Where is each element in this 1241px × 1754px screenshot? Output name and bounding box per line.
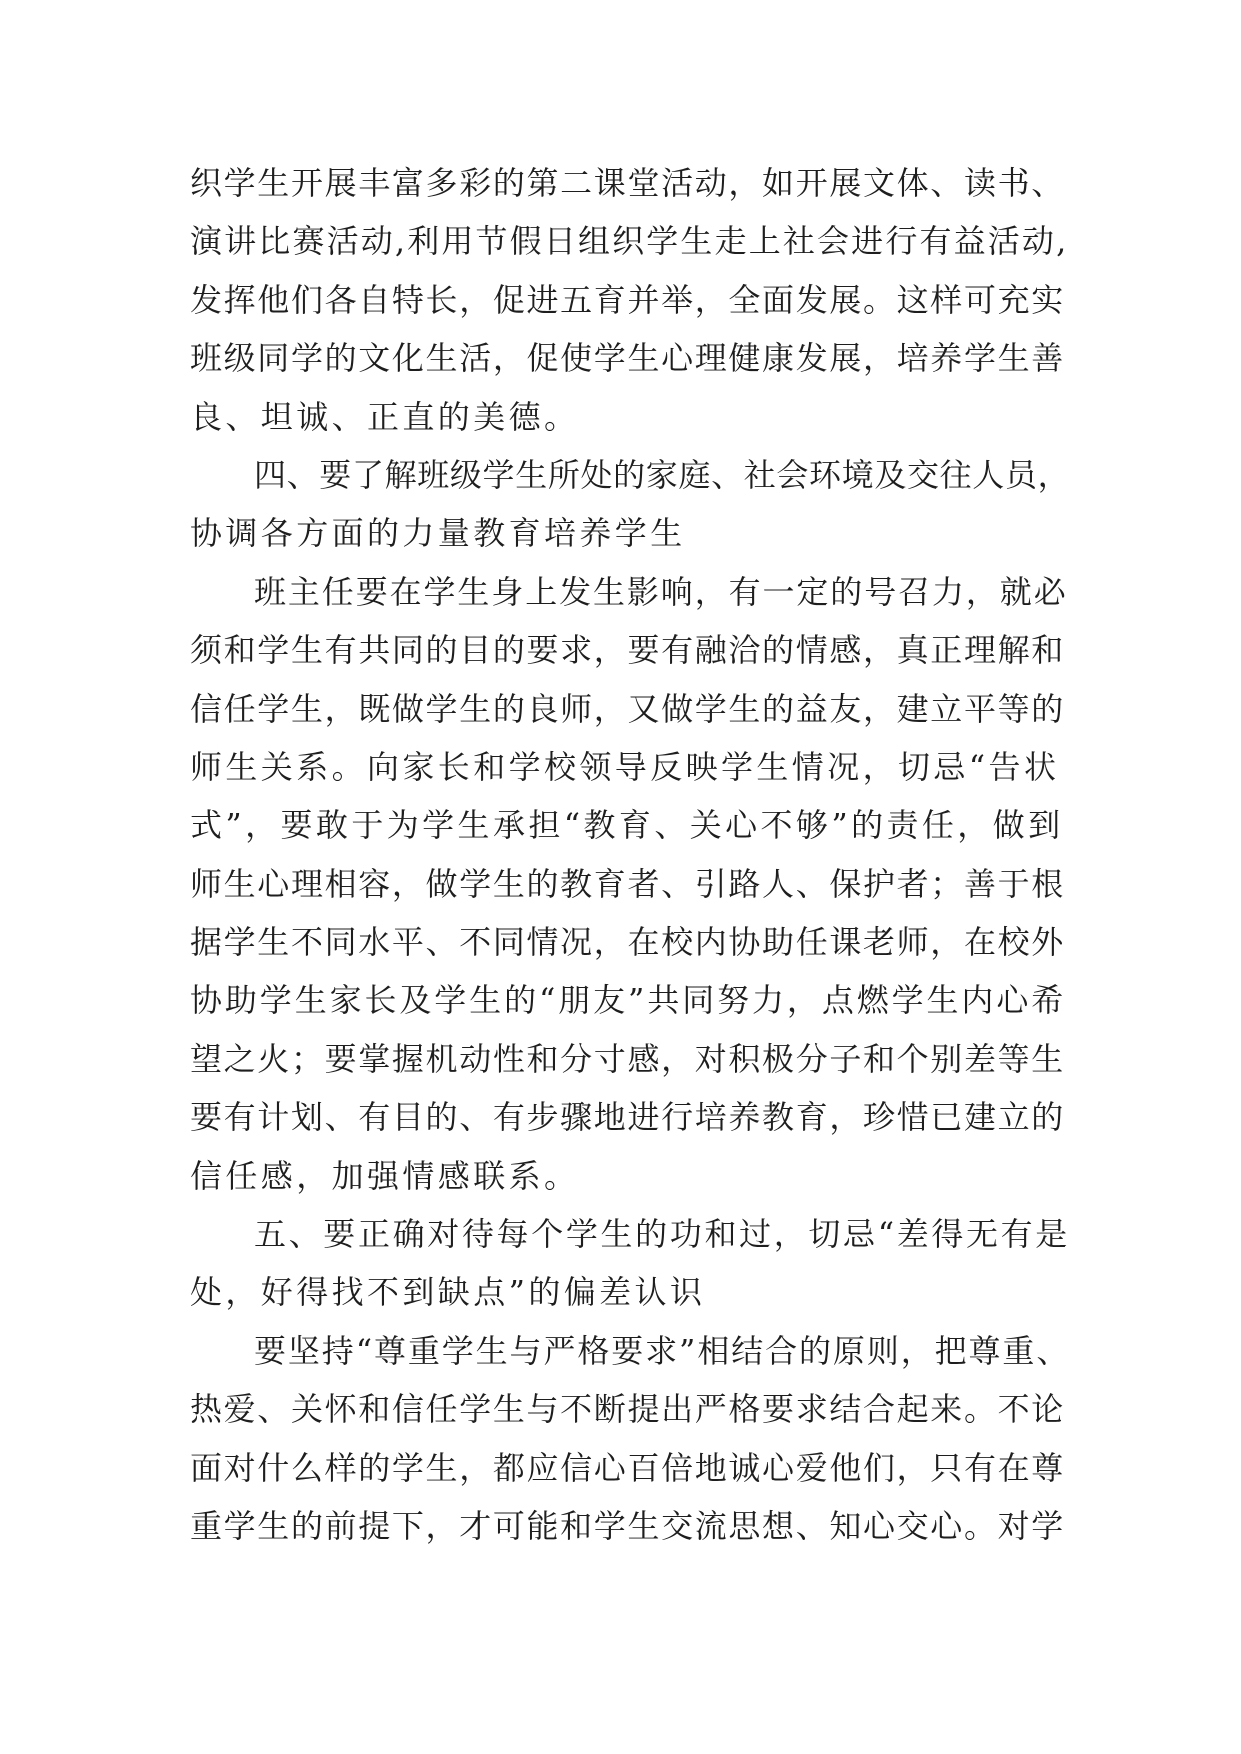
text-line: 演讲比赛活动,利用节假日组织学生走上社会进行有益活动, <box>190 222 1069 261</box>
text-line: 须和学生有共同的目的要求，要有融洽的情感，真正理解和 <box>190 631 1065 670</box>
text-line: 师生关系。向家长和学校领导反映学生情况，切忌“告状 <box>190 747 1060 786</box>
document-body <box>190 154 1070 1555</box>
paragraph-start: 班主任要在学生身上发生影响，有一定的号召力，就必 <box>254 572 1068 611</box>
text-line: 织学生开展丰富多彩的第二课堂活动，如开展文体、读书、 <box>190 164 1065 202</box>
text-line: 师生心理相容，做学生的教育者、引路人、保护者；善于根 <box>190 864 1065 903</box>
section-heading-5: 五、要正确对待每个学生的功和过，切忌“差得无有是 <box>254 1215 1070 1254</box>
text-line: 协助学生家长及学生的“朋友”共同努力，点燃学生内心希 <box>190 981 1067 1020</box>
text-line: 信任学生，既做学生的良师，又做学生的益友，建立平等的 <box>190 689 1065 728</box>
section-heading-4: 四、要了解班级学生所处的家庭、社会环境及交往人员， <box>254 455 1071 494</box>
paragraph-start: 要坚持“尊重学生与严格要求”相结合的原则，把尊重、 <box>254 1331 1071 1370</box>
text-line: 良、坦诚、正直的美德。 <box>190 397 580 436</box>
text-line: 望之火；要掌握机动性和分寸感，对积极分子和个别差等生 <box>190 1039 1065 1078</box>
text-line: 信任感，加强情感联系。 <box>190 1156 580 1195</box>
text-line: 据学生不同水平、不同情况，在校内协助任课老师，在校外 <box>190 923 1065 962</box>
section-heading-4-cont: 协调各方面的力量教育培养学生 <box>190 514 686 553</box>
text-line: 热爱、关怀和信任学生与不断提出严格要求结合起来。不论 <box>190 1390 1065 1429</box>
text-line: 式”，要敢于为学生承担“教育、关心不够”的责任，做到 <box>190 806 1064 845</box>
text-line: 班级同学的文化生活，促使学生心理健康发展，培养学生善 <box>190 339 1065 378</box>
text-line: 发挥他们各自特长，促进五育并举，全面发展。这样可充实 <box>190 280 1065 319</box>
text-line: 重学生的前提下，才可能和学生交流思想、知心交心。对学 <box>190 1506 1065 1545</box>
text-line: 面对什么样的学生，都应信心百倍地诚心爱他们，只有在尊 <box>190 1448 1065 1487</box>
text-line: 要有计划、有目的、有步骤地进行培养教育，珍惜已建立的 <box>190 1098 1065 1137</box>
section-heading-5-cont: 处，好得找不到缺点”的偏差认识 <box>190 1273 706 1312</box>
